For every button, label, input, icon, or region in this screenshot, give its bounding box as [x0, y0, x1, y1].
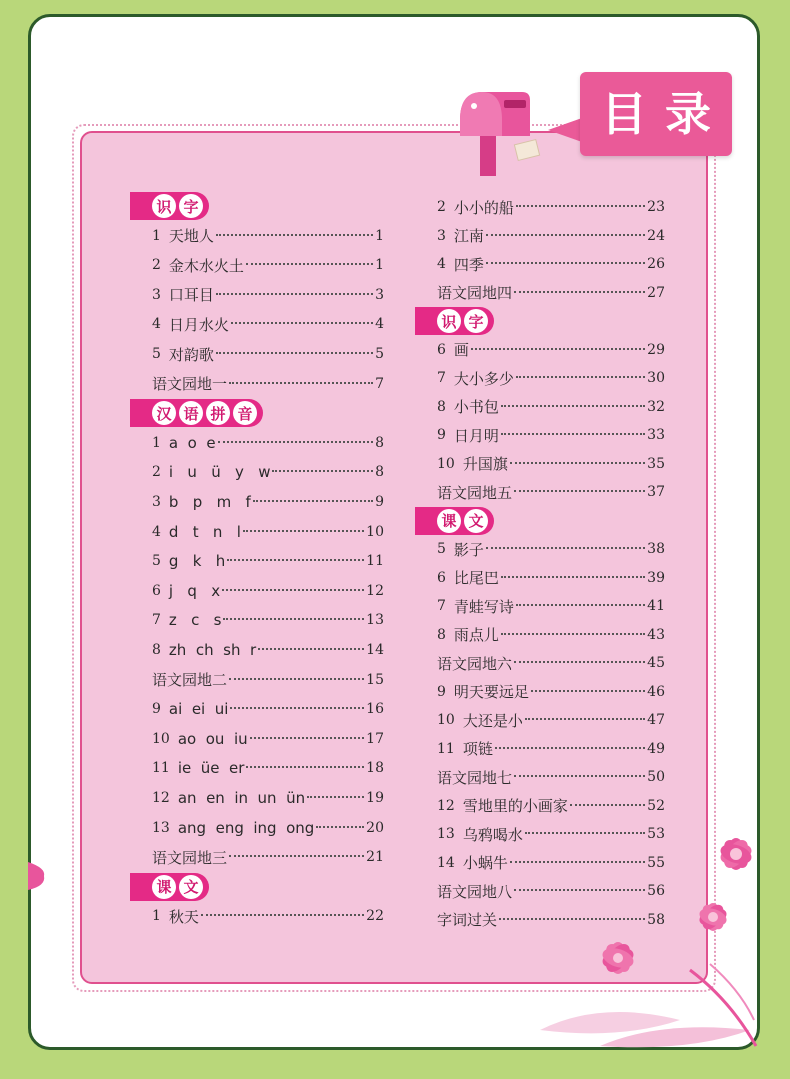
entry-title: z c s: [168, 611, 222, 630]
leader-dots: [272, 470, 373, 472]
section-badge-char: 文: [179, 875, 203, 899]
toc-entry[interactable]: [437, 879, 665, 903]
flower-icon: [700, 820, 760, 890]
flower-icon: [688, 892, 738, 947]
toc-entry[interactable]: [437, 452, 665, 476]
entry-page-number: 22: [366, 908, 384, 925]
section-badge-char: 拼: [206, 401, 230, 425]
entry-number: 2: [152, 257, 161, 274]
toc-entry[interactable]: [152, 727, 384, 751]
leader-dots: [495, 747, 645, 749]
leader-dots: [514, 661, 645, 663]
toc-entry[interactable]: [437, 537, 665, 561]
toc-entry[interactable]: [437, 252, 665, 276]
entry-title: 项链: [462, 740, 493, 758]
entry-page-number: 8: [375, 464, 384, 481]
leader-dots: [501, 633, 645, 635]
entry-title: j q x: [168, 581, 221, 600]
toc-entry[interactable]: [152, 520, 384, 544]
toc-entry[interactable]: [437, 794, 665, 818]
leader-dots: [216, 234, 373, 236]
toc-entry[interactable]: [152, 668, 384, 692]
toc-entry[interactable]: [152, 224, 384, 248]
entry-number: 8: [152, 642, 161, 658]
leader-dots: [514, 291, 645, 293]
entry-title: 日月水火: [168, 315, 229, 334]
toc-entry[interactable]: [152, 312, 384, 336]
leader-dots: [501, 405, 645, 407]
entry-page-number: 24: [647, 227, 665, 244]
leader-dots: [486, 547, 645, 549]
leader-dots: [229, 382, 373, 384]
leader-dots: [246, 766, 364, 768]
section-badge-char: 字: [464, 309, 488, 333]
entry-page-number: 11: [366, 553, 384, 570]
leader-dots: [201, 914, 364, 916]
entry-number: 6: [437, 341, 446, 358]
entry-title: ao ou iu: [177, 729, 248, 748]
entry-number: 7: [437, 598, 446, 614]
leader-dots: [229, 678, 364, 680]
leader-dots: [243, 530, 364, 532]
toc-entry[interactable]: [152, 549, 384, 573]
leader-dots: [222, 589, 364, 591]
entry-title: 乌鸦喝水: [462, 825, 523, 844]
toc-entry[interactable]: [152, 253, 384, 277]
section-badge-char: 课: [152, 875, 176, 899]
entry-title: an en in un ün: [177, 789, 306, 807]
toc-entry[interactable]: [152, 460, 384, 484]
entry-page-number: 29: [647, 341, 665, 358]
entry-page-number: 20: [366, 819, 384, 836]
leader-dots: [227, 559, 364, 561]
entry-title: 影子: [453, 540, 484, 559]
entry-title: 青蛙写诗: [453, 597, 514, 616]
leader-dots: [510, 861, 645, 863]
leader-dots: [253, 500, 373, 502]
entry-number: 8: [437, 398, 446, 415]
leader-dots: [258, 648, 364, 650]
entry-number: 1: [152, 434, 161, 451]
entry-number: 6: [152, 582, 161, 599]
entry-page-number: 46: [647, 683, 665, 700]
entry-number: 11: [152, 760, 170, 777]
leader-dots: [307, 796, 364, 798]
toc-entry[interactable]: [152, 283, 384, 307]
section-badge: [130, 873, 209, 901]
toc-entry[interactable]: [152, 372, 384, 396]
entry-page-number: 27: [647, 284, 665, 301]
leader-dots: [516, 205, 645, 207]
entry-number: 1: [152, 908, 161, 925]
toc-entry[interactable]: [437, 395, 665, 419]
entry-number: 10: [437, 455, 455, 472]
entry-page-number: 21: [366, 849, 384, 866]
toc-entry[interactable]: [152, 490, 384, 514]
entry-page-number: 15: [366, 671, 384, 688]
entry-page-number: 52: [647, 797, 665, 814]
entry-page-number: 1: [375, 257, 384, 274]
section-badge-char: 识: [437, 309, 461, 333]
toc-entry[interactable]: [437, 338, 665, 362]
entry-number: 10: [152, 730, 170, 747]
entry-number: 4: [152, 316, 161, 333]
entry-number: 5: [437, 541, 446, 557]
leader-dots: [525, 832, 645, 834]
entry-page-number: 35: [647, 455, 665, 472]
entry-title: d t n l: [168, 522, 241, 541]
entry-title: 小小的船: [453, 198, 514, 217]
toc-entry[interactable]: [437, 908, 665, 932]
entry-page-number: 3: [375, 286, 384, 303]
leader-dots: [229, 855, 364, 857]
entry-title: 语文园地四: [437, 284, 513, 302]
leader-dots: [223, 618, 364, 620]
toc-entry[interactable]: [437, 765, 665, 789]
flower-icon: [28, 858, 50, 894]
entry-number: 12: [152, 790, 170, 806]
entry-number: 3: [437, 227, 446, 244]
section-badge-char: 音: [233, 401, 257, 425]
entry-number: 6: [437, 569, 446, 586]
entry-title: ai ei ui: [168, 700, 229, 719]
entry-number: 9: [152, 701, 161, 718]
entry-number: 9: [437, 427, 446, 443]
section-badge-char: 汉: [152, 401, 176, 425]
entry-title: 秋天: [168, 907, 199, 926]
toc-entry[interactable]: [152, 786, 384, 810]
toc-entry[interactable]: [152, 904, 384, 928]
leader-dots: [510, 462, 645, 464]
entry-page-number: 10: [366, 523, 384, 540]
entry-title: 画: [453, 341, 469, 359]
leader-dots: [486, 262, 645, 264]
entry-number: 8: [437, 626, 446, 643]
entry-title: 江南: [453, 227, 484, 245]
entry-number: 1: [152, 227, 161, 244]
toc-entry[interactable]: [152, 845, 384, 869]
leader-dots: [316, 826, 364, 828]
entry-title: 小蜗牛: [462, 854, 508, 872]
entry-number: 12: [437, 797, 455, 814]
toc-entry[interactable]: [437, 737, 665, 761]
entry-title: a o e: [168, 433, 216, 452]
entry-page-number: 1: [375, 227, 384, 244]
entry-number: 7: [437, 370, 446, 386]
section-badge: [130, 192, 209, 220]
leader-dots: [250, 737, 365, 739]
toc-entry[interactable]: [152, 431, 384, 455]
entry-number: 10: [437, 712, 455, 728]
entry-number: 4: [152, 523, 161, 540]
entry-number: 3: [152, 286, 161, 303]
toc-entry[interactable]: [437, 224, 665, 248]
entry-title: 天地人: [168, 227, 214, 246]
entry-page-number: 17: [366, 730, 384, 747]
toc-entry[interactable]: [152, 638, 384, 662]
entry-title: 比尾巴: [453, 569, 499, 587]
entry-title: 明天要远足: [453, 683, 529, 701]
leader-dots: [531, 690, 645, 692]
entry-title: 语文园地一: [152, 375, 228, 394]
entry-title: 语文园地七: [437, 768, 513, 787]
section-badge-char: 语: [179, 401, 203, 425]
entry-page-number: 39: [647, 569, 665, 586]
entry-number: 11: [437, 740, 455, 757]
entry-page-number: 26: [647, 256, 665, 272]
entry-title: 四季: [453, 255, 484, 274]
leader-dots: [216, 352, 373, 354]
entry-page-number: 5: [375, 346, 384, 362]
leader-dots: [230, 707, 364, 709]
entry-title: zh ch sh r: [168, 641, 257, 659]
entry-page-number: 13: [366, 612, 384, 629]
entry-number: 2: [437, 199, 446, 215]
entry-title: 升国旗: [462, 455, 508, 473]
entry-page-number: 16: [366, 701, 384, 718]
toc-entry[interactable]: [437, 851, 665, 875]
section-badge-char: 识: [152, 194, 176, 218]
leader-dots: [525, 718, 645, 720]
entry-title: i u ü y w: [168, 463, 271, 482]
entry-page-number: 9: [375, 494, 384, 510]
entry-page-number: 4: [375, 316, 384, 333]
toc-entry[interactable]: [152, 816, 384, 840]
leader-dots: [216, 293, 373, 295]
leader-dots: [246, 263, 373, 265]
entry-title: 雨点儿: [453, 626, 499, 644]
entry-title: 大小多少: [453, 369, 514, 388]
entry-page-number: 41: [647, 598, 665, 614]
entry-number: 5: [152, 553, 161, 570]
entry-number: 13: [437, 826, 455, 842]
entry-page-number: 33: [647, 427, 665, 443]
entry-number: 5: [152, 346, 161, 362]
entry-page-number: 43: [647, 626, 665, 643]
entry-page-number: 37: [647, 484, 665, 500]
section-badge: [130, 399, 263, 427]
entry-title: 语文园地五: [437, 483, 513, 502]
section-badge-char: 文: [464, 509, 488, 533]
title-callout-tail: [548, 118, 582, 142]
entry-number: 2: [152, 464, 161, 481]
entry-page-number: 50: [647, 769, 665, 785]
entry-title: 金木水火土: [168, 256, 244, 275]
entry-page-number: 19: [366, 790, 384, 806]
entry-page-number: 55: [647, 854, 665, 871]
toc-entry[interactable]: [152, 608, 384, 632]
entry-page-number: 8: [375, 434, 384, 451]
toc-entry[interactable]: [437, 594, 665, 618]
entry-number: 7: [152, 612, 161, 629]
leader-dots: [471, 348, 645, 350]
leader-dots: [514, 490, 645, 492]
entry-page-number: 18: [366, 760, 384, 777]
section-badge: [415, 507, 494, 535]
entry-page-number: 14: [366, 642, 384, 658]
entry-title: 对韵歌: [168, 345, 214, 364]
leader-dots: [218, 441, 373, 443]
entry-title: ang eng ing ong: [177, 818, 315, 837]
toc-entry[interactable]: [437, 623, 665, 647]
toc-entry[interactable]: [437, 680, 665, 704]
toc-entry[interactable]: [437, 366, 665, 390]
leader-dots: [231, 322, 373, 324]
leader-dots: [501, 433, 645, 435]
entry-page-number: 56: [647, 883, 665, 899]
section-badge: [415, 307, 494, 335]
page-title: 目录: [601, 87, 729, 141]
entry-page-number: 47: [647, 712, 665, 728]
entry-page-number: 53: [647, 826, 665, 842]
entry-title: g k h: [168, 552, 226, 571]
entry-page-number: 45: [647, 655, 665, 671]
entry-page-number: 7: [375, 375, 384, 392]
entry-page-number: 12: [366, 582, 384, 599]
entry-number: 13: [152, 819, 170, 836]
entry-title: 语文园地六: [437, 654, 513, 673]
entry-title: 小书包: [453, 398, 499, 416]
toc-entry[interactable]: [437, 822, 665, 846]
entry-title: 语文园地八: [437, 882, 513, 901]
entry-title: 日月明: [453, 426, 499, 445]
toc-entry[interactable]: [152, 342, 384, 366]
leader-dots: [486, 234, 645, 236]
entry-title: 大还是小: [462, 711, 523, 730]
leader-dots: [514, 775, 645, 777]
section-badge-char: 课: [437, 509, 461, 533]
leader-dots: [501, 576, 645, 578]
entry-number: 4: [437, 256, 446, 272]
leader-dots: [516, 604, 645, 606]
entry-number: 9: [437, 683, 446, 700]
toc-entry[interactable]: [437, 195, 665, 219]
entry-page-number: 38: [647, 541, 665, 557]
entry-page-number: 30: [647, 370, 665, 386]
leader-dots: [516, 376, 645, 378]
entry-number: 14: [437, 854, 455, 871]
entry-title: ie üe er: [177, 759, 245, 778]
toc-entry[interactable]: [437, 423, 665, 447]
mailbox-icon: [452, 80, 552, 180]
entry-title: 口耳目: [168, 286, 214, 305]
section-badge-char: 字: [179, 194, 203, 218]
entry-page-number: 32: [647, 398, 665, 415]
entry-page-number: 23: [647, 199, 665, 215]
leader-dots: [499, 918, 645, 920]
entry-number: 3: [152, 494, 161, 510]
entry-title: 语文园地二: [152, 671, 228, 690]
entry-title: 字词过关: [437, 911, 498, 929]
toc-entry[interactable]: [437, 651, 665, 675]
entry-title: 雪地里的小画家: [462, 797, 568, 815]
entry-page-number: 49: [647, 740, 665, 757]
toc-entry[interactable]: [437, 708, 665, 732]
entry-title: 语文园地三: [152, 848, 228, 867]
entry-title: b p m f: [168, 493, 251, 511]
toc-entry[interactable]: [437, 480, 665, 504]
toc-entry[interactable]: [152, 697, 384, 721]
toc-entry[interactable]: [437, 566, 665, 590]
entry-page-number: 58: [647, 911, 665, 928]
toc-entry[interactable]: [437, 281, 665, 305]
leader-dots: [514, 889, 645, 891]
leaves-decoration: [540, 960, 758, 1048]
leader-dots: [570, 804, 645, 806]
toc-entry[interactable]: [152, 579, 384, 603]
toc-entry[interactable]: [152, 756, 384, 780]
